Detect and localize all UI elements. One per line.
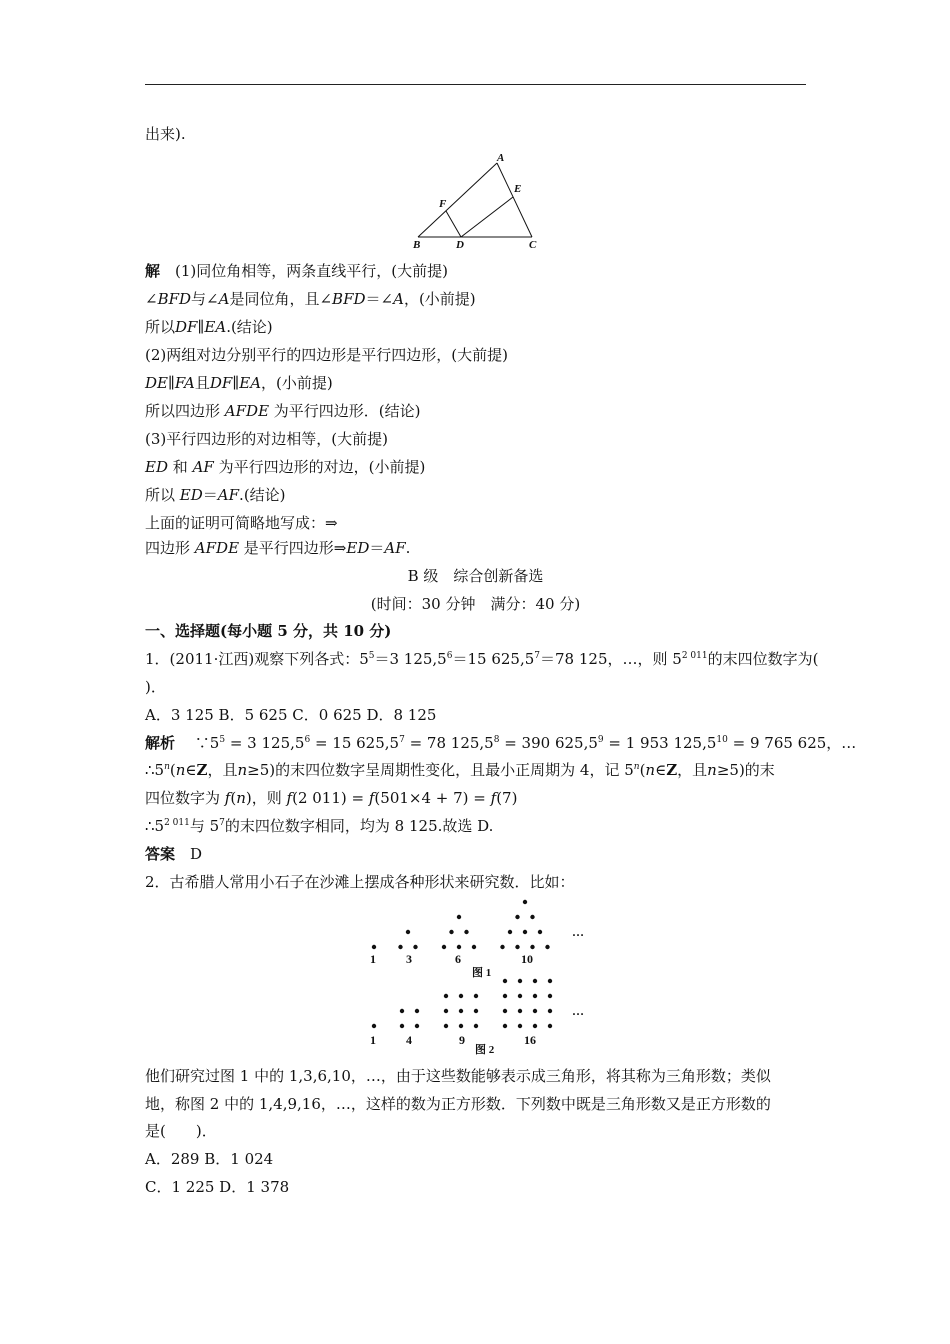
- sol-line-5: DE∥FA且DF∥EA，(小前提): [145, 374, 333, 392]
- pebble-dot: [406, 930, 410, 934]
- fig2-label-16: 16: [524, 1033, 536, 1047]
- sol-line-7: (3)平行四边形的对边相等，(大前提): [145, 430, 388, 448]
- continued-text: 出来).: [145, 125, 186, 143]
- sol-line-11: 四边形 AFDE 是平行四边形⇒ED＝AF.: [145, 539, 411, 557]
- pebble-dot: [444, 1009, 448, 1013]
- pebble-dot: [444, 1024, 448, 1028]
- analysis-line-3: 四位数字为 f(n)，则 f(2 011) = f(501×4 + 7) = f(7): [145, 789, 518, 807]
- pebble-dot: [503, 1024, 507, 1028]
- vertex-b-label: B: [413, 239, 421, 251]
- pebble-dot: [457, 945, 461, 949]
- pebble-dot: [533, 994, 537, 998]
- pebble-dot: [474, 1009, 478, 1013]
- analysis-line-2: ∴5$^n$(n∈Z，且n≥5)的末四位数字呈周期性变化，且最小正周期为 4，记 5$^n$(n∈Z，且n≥5)的末: [145, 761, 775, 779]
- q2-stem: 2．古希腊人常用小石子在沙滩上摆成各种形状来研究数．比如：: [145, 873, 575, 891]
- pebble-dot: [533, 979, 537, 983]
- pebble-dot: [518, 1009, 522, 1013]
- vertex-a-label: A: [497, 152, 505, 164]
- pebble-dot: [518, 994, 522, 998]
- fig2-label-4: 4: [406, 1033, 412, 1047]
- pebble-dot: [459, 1024, 463, 1028]
- sol-line-2: ∠BFD与∠A是同位角，且∠BFD＝∠A，(小前提): [145, 290, 476, 308]
- pebble-dot: [548, 1024, 552, 1028]
- q2-para-3: 是( )．: [145, 1122, 217, 1140]
- pebble-dot: [500, 945, 504, 949]
- fig2-label-9: 9: [459, 1033, 465, 1047]
- pebble-dot: [523, 900, 527, 904]
- pebble-dot: [530, 915, 534, 919]
- sol-line-10: 上面的证明可简略地写成：⇒: [145, 514, 338, 532]
- pebble-dot: [413, 945, 417, 949]
- fig1-label-1: 1: [370, 952, 376, 966]
- q2-options-cd: C．1 225 D．1 378: [145, 1178, 290, 1196]
- pebble-dot: [533, 1024, 537, 1028]
- sol-line-1: 解 (1)同位角相等，两条直线平行，(大前提): [145, 262, 448, 280]
- vertex-c-label: C: [529, 239, 537, 251]
- pebble-dot: [449, 930, 453, 934]
- fig1-label-3: 3: [406, 952, 412, 966]
- sol-line-9: 所以 ED＝AF.(结论): [145, 486, 286, 504]
- pebble-dot: [515, 915, 519, 919]
- pebble-dot: [548, 1009, 552, 1013]
- analysis-line-4: $\therefore 5^{2 011}$与 $5^7$的末四位数字相同，均为 8 125.故选 D.: [145, 817, 494, 835]
- pebble-figures: [355, 895, 600, 1060]
- q1-stem: 1．(2011·江西)观察下列各式：$5^5=3$ $125,5^6=15$ $625,5^7=78$ 125，…，则 $5^{2 011}$的末四位数字为(: [145, 650, 819, 668]
- q1-stem-cont: )．: [145, 678, 166, 696]
- pebble-dot: [503, 994, 507, 998]
- pebble-dot: [503, 1009, 507, 1013]
- pebble-dot: [372, 1024, 376, 1028]
- header-rule: [145, 84, 806, 85]
- section-subtitle: (时间：30 分钟 满分：40 分): [370, 595, 581, 613]
- sol-line-3: 所以DF∥EA.(结论): [145, 318, 273, 336]
- analysis-line-1: 解析 $\because 5^5 = 3$ $125,5^6 = 15$ $625,5^7 = 78$ $125,5^8 = 390$ $625,5^9 = 1$ 953 $125,5^{10} = 9$ 765 625，…: [145, 734, 857, 752]
- pebble-dot: [415, 1009, 419, 1013]
- vertex-d-label: D: [456, 239, 464, 251]
- pebble-dot: [457, 915, 461, 919]
- pebble-dot: [474, 994, 478, 998]
- part-heading: 一、选择题(每小题 5 分，共 10 分): [145, 622, 392, 640]
- q1-options: A．3 125 B．5 625 C．0 625 D．8 125: [145, 706, 437, 724]
- fig1-label-6: 6: [455, 952, 461, 966]
- fig2-caption: 图 2: [475, 1044, 495, 1056]
- pebble-dot: [545, 945, 549, 949]
- fig1-ellipsis: …: [572, 925, 584, 939]
- pebble-dot: [548, 979, 552, 983]
- pebble-dot: [472, 945, 476, 949]
- fig1-label-10: 10: [521, 952, 533, 966]
- fig2-label-1: 1: [370, 1033, 376, 1047]
- pebble-dot: [400, 1009, 404, 1013]
- pebble-dot: [518, 1024, 522, 1028]
- pebble-dot: [523, 930, 527, 934]
- pebble-dot: [415, 1024, 419, 1028]
- pebble-dot: [474, 1024, 478, 1028]
- pebble-dot: [398, 945, 402, 949]
- pebble-dot: [459, 994, 463, 998]
- fig1-caption: 图 1: [472, 967, 492, 979]
- pebble-dot: [530, 945, 534, 949]
- section-title: B 级 综合创新备选: [407, 567, 544, 585]
- pebble-dot: [538, 930, 542, 934]
- pebble-dot: [372, 945, 376, 949]
- triangle-figure: [400, 150, 550, 254]
- q2-para-2: 地，称图 2 中的 1,4,9,16，…，这样的数为正方形数．下列数中既是三角形数又是正方形数的: [145, 1095, 771, 1113]
- pebble-dot: [533, 1009, 537, 1013]
- answer-line: 答案 D: [145, 845, 203, 863]
- pebble-dot: [442, 945, 446, 949]
- sol-line-6: 所以四边形 AFDE 为平行四边形．(结论): [145, 402, 421, 420]
- pebble-dot: [515, 945, 519, 949]
- vertex-e-label: E: [514, 183, 522, 195]
- pebble-dot: [503, 979, 507, 983]
- vertex-f-label: F: [439, 198, 447, 210]
- fig2-ellipsis: …: [572, 1004, 584, 1018]
- pebble-dot: [459, 1009, 463, 1013]
- pebble-dot: [464, 930, 468, 934]
- sol-line-8: ED 和 AF 为平行四边形的对边，(小前提): [145, 458, 426, 476]
- q2-options-ab: A．289 B．1 024: [145, 1150, 274, 1168]
- pebble-dot: [548, 994, 552, 998]
- pebble-dot: [400, 1024, 404, 1028]
- sol-line-4: (2)两组对边分别平行的四边形是平行四边形，(大前提): [145, 346, 508, 364]
- q2-para-1: 他们研究过图 1 中的 1,3,6,10，…，由于这些数能够表示成三角形，将其称为三角形数；类似: [145, 1067, 771, 1085]
- pebble-dot: [508, 930, 512, 934]
- pebble-dot: [518, 979, 522, 983]
- pebble-dot: [444, 994, 448, 998]
